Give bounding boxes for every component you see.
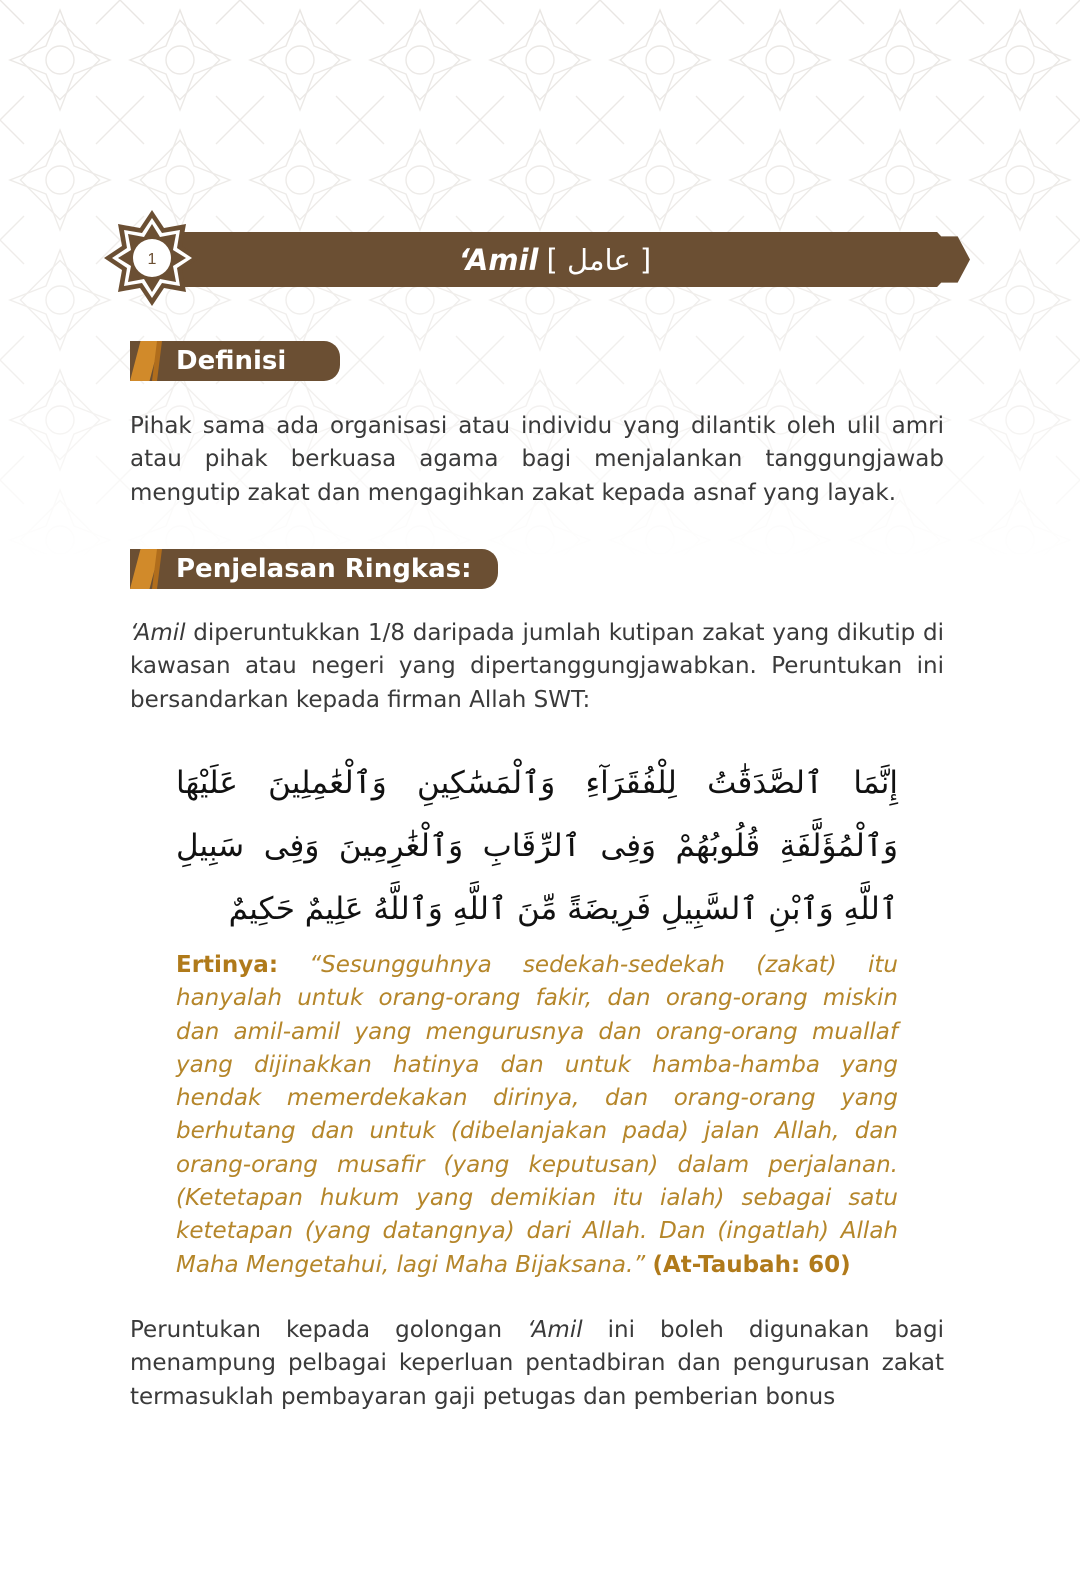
verse-translation bbox=[176, 949, 898, 1282]
chapter-title-arabic: [ عامل ] bbox=[546, 242, 652, 277]
translation-label: Ertinya: bbox=[176, 952, 279, 978]
summary-text-rest: diperuntukkan 1/8 daripada jumlah kutipan zakat yang dikutip di kawasan atau negeri yang dipertanggungjawabkan. Peruntukan ini bersandarkan kepada firman Allah SWT: bbox=[130, 620, 944, 713]
chapter-title bbox=[148, 232, 970, 287]
chapter-number-badge bbox=[102, 208, 202, 308]
section-heading-definisi bbox=[130, 341, 340, 381]
definition-text-block bbox=[130, 410, 944, 510]
verse-reference: (At-Taubah: 60) bbox=[652, 1251, 851, 1278]
closing-text-block bbox=[130, 1314, 944, 1414]
quran-verse-arabic: إِنَّمَا ٱلصَّدَقَٰتُ لِلْفُقَرَآءِ وَٱلْمَسَٰكِينِ وَٱلْعَٰمِلِينَ عَلَيْهَا وَٱلْمُؤَلَّفَةِ قُلُوبُهُمْ وَفِى ٱلرِّقَابِ وَٱلْغَٰرِمِينَ وَفِى سَبِيلِ ٱللَّهِ وَٱبْنِ ٱلسَّبِيلِ فَرِيضَةً مِّنَ ٱللَّهِ وَٱللَّهُ عَلِيمٌ حَكِيمٌ bbox=[176, 765, 898, 927]
summary-text-block bbox=[130, 617, 944, 717]
section-heading-penjelasan-text: Penjelasan Ringkas: bbox=[176, 554, 472, 584]
section-heading-penjelasan bbox=[130, 549, 498, 589]
closing-term: ‘Amil bbox=[527, 1317, 583, 1343]
section-heading-definisi-text: Definisi bbox=[176, 346, 287, 376]
closing-text bbox=[130, 1314, 944, 1414]
closing-text-pre: Peruntukan kepada golongan bbox=[130, 1317, 528, 1343]
definition-text: Pihak sama ada organisasi atau individu yang dilantik oleh ulil amri atau pihak berkuasa agama bagi menjalankan tanggungjawab mengutip zakat dan mengagihkan zakat kepada asnaf yang layak. bbox=[130, 413, 944, 506]
chapter-title-latin: ‘Amil bbox=[458, 242, 539, 277]
chapter-number: 1 bbox=[147, 251, 157, 268]
summary-text bbox=[130, 617, 944, 717]
closing-text-post: ini boleh digunakan bagi menampung pelbagai keperluan pentadbiran dan pengurusan zakat termasuklah pembayaran gaji petugas dan pemberian bonus bbox=[130, 1317, 944, 1410]
summary-term: ‘Amil bbox=[130, 620, 186, 646]
translation-text: “Sesungguhnya sedekah-sedekah (zakat) itu hanyalah untuk orang-orang fakir, dan orang-orang miskin dan amil-amil yang mengurusnya dan orang-orang muallaf yang dijinakkan hatinya dan untuk hamba-hamba yang hendak memerdekakan dirinya, dan orang-orang yang berhutang dan untuk (dibelanjakan pada) jalan Allah, dan orang-orang musafir (yang keputusan) dalam perjalanan. (Ketetapan hukum yang demikian itu ialah) sebagai satu ketetapan (yang datangnya) dari Allah. Dan (ingatlah) Allah Maha Mengetahui, lagi Maha Bijaksana.” bbox=[176, 952, 898, 1278]
